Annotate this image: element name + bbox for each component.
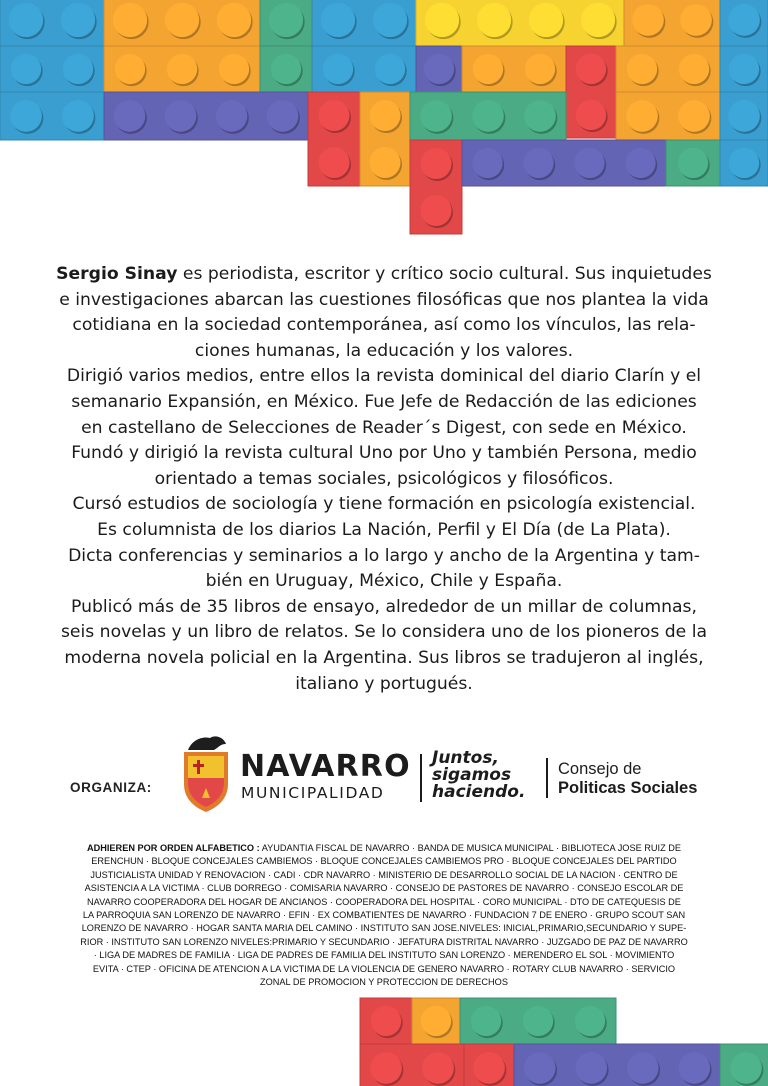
- lego-stud: [678, 100, 710, 132]
- lego-stud: [269, 3, 303, 37]
- bio-line: italiano y portugués.: [295, 673, 473, 694]
- lego-stud-shadow: [166, 5, 200, 39]
- lego-brick: [104, 0, 260, 46]
- lego-stud: [420, 195, 451, 226]
- lego-stud-shadow: [577, 56, 607, 86]
- bio-line: Dicta conferencias y seminarios a lo largo y ancho de la Argentina y tam-: [68, 545, 700, 566]
- lego-stud-shadow: [376, 56, 406, 86]
- bio-line: semanario Expansión, en México. Fue Jefe de Redacción de las ediciones: [71, 391, 697, 412]
- bio-line: Es columnista de los diarios La Nación, Perfil y El Día (de La Plata).: [97, 519, 671, 540]
- lego-stud: [424, 54, 454, 84]
- slogan: Juntos, sigamos haciendo.: [432, 748, 526, 802]
- lego-stud-shadow: [371, 102, 402, 133]
- lego-brick: [308, 92, 360, 186]
- lego-brick: [720, 140, 768, 186]
- lego-stud: [523, 148, 553, 178]
- lego-stud-shadow: [577, 1054, 609, 1086]
- lego-stud: [321, 3, 355, 37]
- lego-stud-shadow: [322, 5, 356, 39]
- bio-line: bién en Uruguay, México, Chile y España.: [205, 571, 563, 592]
- lego-stud: [473, 54, 503, 84]
- lego-brick: [616, 92, 720, 140]
- lego-stud-shadow: [576, 1008, 606, 1038]
- lego-stud-shadow: [422, 102, 454, 134]
- lego-stud-shadow: [478, 5, 512, 39]
- lego-stud-shadow: [424, 1054, 456, 1086]
- lego-stud-shadow: [627, 150, 657, 180]
- bio-line: moderna novela policial en la Argentina. Sus libros se tradujeron al inglés,: [64, 647, 704, 668]
- lego-stud-shadow: [680, 1054, 712, 1086]
- adherents-line: ASISTENCIA A LA VICTIMA · CLUB DORREGO · COMISARIA NAVARRO · CONSEJO DE PASTORES DE NAVARRO · CONSEJO ESCOLAR DE: [84, 883, 684, 894]
- lego-stud: [576, 54, 606, 84]
- lego-stud-shadow: [472, 1008, 502, 1038]
- lego-stud: [730, 1052, 762, 1084]
- lego-stud: [473, 1052, 505, 1084]
- lego-stud: [167, 54, 197, 84]
- lego-stud-shadow: [64, 102, 96, 134]
- adherents-line: LORENZO DE NAVARRO · HOGAR SANTA MARIA DEL CAMINO · INSTITUTO SAN JOSE.NIVELES: INICIAL,PRIMARIO,SECUNDARIO Y SUPE-: [81, 923, 687, 934]
- lego-brick: [416, 0, 624, 46]
- bio-line: e investigaciones abarcan las cuestiones filosóficas que nos plantea la vida: [59, 289, 709, 310]
- lego-brick: [410, 140, 462, 234]
- lego-stud-shadow: [62, 5, 96, 39]
- lego-stud: [523, 1006, 553, 1036]
- lego-brick: [360, 92, 410, 186]
- lego-stud: [525, 54, 555, 84]
- lego-stud-shadow: [682, 6, 714, 38]
- lego-brick: [260, 0, 312, 46]
- lego-stud-shadow: [422, 150, 453, 181]
- lego-stud-shadow: [474, 56, 504, 86]
- lego-stud-shadow: [324, 56, 354, 86]
- lego-stud-shadow: [115, 102, 147, 134]
- lego-stud: [477, 3, 511, 37]
- lego-stud-shadow: [217, 102, 249, 134]
- lego-stud-shadow: [680, 56, 710, 86]
- lego-stud-shadow: [168, 56, 198, 86]
- lego-brick: [312, 46, 416, 92]
- lego-stud: [10, 100, 42, 132]
- author-biography: [40, 262, 728, 697]
- divider: [420, 754, 422, 802]
- adherents-line: NAVARRO COOPERADORA DEL HOGAR DE ANCIANOS · COOPERADORA DEL HOSPITAL · CORO MUNICIPAL · DTO DE CATEQUESIS DE: [87, 896, 681, 907]
- lego-brick: [720, 46, 768, 92]
- lego-stud-shadow: [524, 1008, 554, 1038]
- lego-stud: [323, 54, 353, 84]
- lego-stud: [471, 1006, 501, 1036]
- lego-stud-shadow: [422, 1008, 452, 1038]
- lego-stud: [678, 1052, 710, 1084]
- lego-stud: [529, 3, 563, 37]
- bio-line: seis novelas y un libro de relatos. Se lo considera uno de los pioneros de la: [60, 622, 708, 643]
- lego-brick: [104, 46, 260, 92]
- lego-brick: [720, 0, 768, 46]
- lego-stud-shadow: [374, 5, 408, 39]
- lego-brick: [0, 0, 104, 46]
- lego-brick: [360, 1044, 464, 1086]
- lego-stud-shadow: [218, 5, 252, 39]
- lego-stud-shadow: [64, 56, 94, 86]
- lego-brick: [312, 0, 416, 46]
- adherents-line: EVITA · CTEP · OFICINA DE ATENCION A LA VICTIMA DE LA VIOLENCIA DE GENERO NAVARRO · ROTARY CLUB NAVARRO · SERVICIO: [92, 963, 676, 974]
- lego-stud: [216, 100, 248, 132]
- lego-stud: [62, 100, 94, 132]
- lego-stud-shadow: [628, 56, 658, 86]
- lego-stud: [369, 100, 400, 131]
- lego-stud: [729, 148, 759, 178]
- lego-brick: [666, 140, 720, 186]
- lego-stud: [371, 1006, 401, 1036]
- lego-brick: [360, 998, 412, 1044]
- lego-stud: [420, 148, 451, 179]
- lego-stud: [680, 4, 712, 36]
- lego-stud: [318, 100, 349, 131]
- lego-stud-shadow: [730, 150, 760, 180]
- bio-line-1: Sergio Sinay es periodista, escritor y crítico socio cultural. Sus inquietudes: [56, 264, 712, 284]
- lego-stud-shadow: [634, 6, 666, 38]
- bio-line: Fundó y dirigió la revista cultural Uno por Uno y también Persona, medio: [71, 443, 697, 464]
- lego-brick: [720, 92, 768, 140]
- lego-stud-shadow: [270, 5, 304, 39]
- lego-stud: [165, 100, 197, 132]
- lego-stud: [575, 1052, 607, 1084]
- lego-stud: [575, 1006, 605, 1036]
- lego-stud: [114, 100, 146, 132]
- lego-brick: [566, 46, 616, 138]
- lego-stud-shadow: [371, 149, 402, 180]
- lego-stud: [267, 100, 299, 132]
- lego-stud-shadow: [272, 56, 302, 86]
- lego-stud-shadow: [12, 56, 42, 86]
- lego-brick: [624, 0, 720, 46]
- lego-stud: [113, 3, 147, 37]
- lego-stud: [625, 148, 655, 178]
- lego-stud-shadow: [475, 1054, 507, 1086]
- lego-stud-shadow: [426, 5, 460, 39]
- lego-stud-shadow: [372, 1008, 402, 1038]
- lego-stud-shadow: [525, 1054, 557, 1086]
- lego-stud-shadow: [474, 102, 506, 134]
- lego-brick: [464, 1044, 514, 1086]
- adherents-line: ERENCHUN · BLOQUE CONCEJALES CAMBIEMOS · BLOQUE CONCEJALES CAMBIEMOS PRO · BLOQUE CONCEJALES DEL PARTIDO: [91, 856, 677, 867]
- adherents-line: JUSTICIALISTA UNIDAD Y RENOVACION · CADI · CDR NAVARRO · MINISTERIO DE DESARROLLO SOCIAL DE LA NACION · CENTRO DE: [90, 869, 678, 880]
- organizers-logo-row: [0, 730, 768, 814]
- lego-brick: [104, 92, 308, 140]
- lego-stud-shadow: [422, 197, 453, 228]
- lego-stud-shadow: [680, 102, 712, 134]
- lego-stud: [318, 147, 349, 178]
- lego-stud: [728, 100, 760, 132]
- lego-stud: [524, 100, 556, 132]
- lego-brick: [462, 46, 566, 92]
- lego-stud: [679, 54, 709, 84]
- lego-stud: [626, 100, 658, 132]
- bio-line: ciones humanas, la educación y los valores.: [194, 340, 574, 361]
- lego-brick: [514, 1044, 720, 1086]
- lego-stud: [472, 100, 504, 132]
- lego-stud: [115, 54, 145, 84]
- lego-brick: [0, 92, 104, 140]
- lego-stud: [678, 148, 708, 178]
- lego-stud: [728, 4, 760, 36]
- lego-stud-shadow: [732, 1054, 764, 1086]
- lego-stud: [375, 54, 405, 84]
- adherents-line: RIOR · INSTITUTO SAN LORENZO NIVELES:PRIMARIO Y SECUNDARIO · JEFATURA DISTRITAL NAVARRO · JUZGADO DE PAZ DE NAVARRO: [80, 936, 688, 947]
- bio-line: Cursó estudios de sociología y tiene formación en psicología existencial.: [72, 494, 696, 515]
- lego-brick: [0, 46, 104, 92]
- adherents-line: · LIGA DE MADRES DE FAMILIA · LIGA DE PADRES DE FAMILIA DEL INSTITUTO SAN LORENZO · MERENDERO EL SOL · MOVIMIENTO: [93, 950, 675, 961]
- lego-stud-shadow: [730, 102, 762, 134]
- lego-stud-shadow: [530, 5, 564, 39]
- lego-stud: [524, 1052, 556, 1084]
- lego-stud-shadow: [116, 56, 146, 86]
- adherents-line: LA PARROQUIA SAN LORENZO DE NAVARRO · EFIN · EX COMBATIENTES DE NAVARRO · FUNDACION 7 DE ENERO · GRUPO SCOUT SAN: [82, 910, 686, 921]
- bio-line: Dirigió varios medios, entre ellos la revista dominical del diario Clarín y el: [66, 366, 702, 387]
- lego-stud: [11, 54, 41, 84]
- lego-brick: [416, 46, 462, 92]
- lego-brick: [616, 46, 720, 92]
- lego-brick: [260, 46, 312, 92]
- lego-stud-shadow: [474, 150, 504, 180]
- lego-stud: [9, 3, 43, 37]
- lego-stud-shadow: [268, 102, 300, 134]
- bio-line: Publicó más de 35 libros de ensayo, alrededor de un millar de columnas,: [71, 596, 697, 617]
- lego-stud: [472, 148, 502, 178]
- lego-stud-shadow: [526, 102, 558, 134]
- lego-stud-shadow: [320, 102, 351, 133]
- lego-stud: [219, 54, 249, 84]
- lego-stud: [422, 1052, 454, 1084]
- lego-stud-shadow: [582, 5, 616, 39]
- navarro-coat-of-arms-icon: [180, 732, 232, 814]
- lego-stud: [420, 100, 452, 132]
- divider: [546, 758, 548, 798]
- lego-stud: [373, 3, 407, 37]
- lego-stud-shadow: [730, 6, 762, 38]
- lego-stud-shadow: [220, 56, 250, 86]
- lego-stud: [425, 3, 459, 37]
- lego-stud-shadow: [576, 150, 606, 180]
- lego-brick: [410, 92, 566, 140]
- lego-brick: [460, 998, 616, 1044]
- bio-line: en castellano de Selecciones de Reader´s Digest, con sede en México.: [81, 417, 687, 438]
- navarro-wordmark: NAVARRO: [240, 749, 411, 784]
- lego-stud: [63, 54, 93, 84]
- lego-stud-shadow: [114, 5, 148, 39]
- lego-stud-shadow: [577, 102, 607, 132]
- bio-line: orientado a temas sociales, psicológicos y filosóficos.: [154, 468, 614, 489]
- lego-stud-shadow: [679, 150, 709, 180]
- lego-stud-shadow: [10, 5, 44, 39]
- lego-stud: [271, 54, 301, 84]
- adherents-line: ZONAL DE PROMOCION Y PROTECCION DE DERECHOS: [260, 977, 508, 988]
- lego-brick: [720, 1044, 768, 1086]
- organiza-label: ORGANIZA:: [70, 780, 152, 795]
- lego-stud-shadow: [425, 56, 455, 86]
- lego-stud-shadow: [628, 1054, 660, 1086]
- lego-stud: [632, 4, 664, 36]
- consejo-politicas-sociales-logo: Consejo de Politicas Sociales: [558, 760, 698, 797]
- lego-stud: [61, 3, 95, 37]
- adherents-list: [76, 842, 692, 989]
- lego-stud-shadow: [372, 1054, 404, 1086]
- lego-stud: [627, 54, 657, 84]
- lego-brick: [462, 140, 666, 186]
- lego-stud-shadow: [628, 102, 660, 134]
- lego-brick: [412, 998, 460, 1044]
- lego-stud: [370, 1052, 402, 1084]
- author-name: Sergio Sinay: [56, 264, 178, 284]
- lego-stud: [421, 1006, 451, 1036]
- lego-stud: [581, 3, 615, 37]
- lego-stud-shadow: [12, 102, 44, 134]
- lego-stud: [576, 100, 606, 130]
- municipalidad-wordmark: MUNICIPALIDAD: [241, 784, 385, 802]
- lego-stud: [729, 54, 759, 84]
- lego-stud-shadow: [730, 56, 760, 86]
- lego-stud-shadow: [526, 56, 556, 86]
- lego-stud: [217, 3, 251, 37]
- lego-stud: [369, 147, 400, 178]
- bio-line: cotidiana en la sociedad contemporánea, así como los vínculos, las rela-: [72, 315, 696, 336]
- lego-stud-shadow: [166, 102, 198, 134]
- lego-stud: [574, 148, 604, 178]
- adherents-label: ADHIEREN POR ORDEN ALFABETICO :: [86, 843, 260, 853]
- lego-stud: [627, 1052, 659, 1084]
- lego-stud-shadow: [320, 149, 351, 180]
- lego-stud-shadow: [525, 150, 555, 180]
- lego-stud: [165, 3, 199, 37]
- adherents-line: ADHIEREN POR ORDEN ALFABETICO : AYUDANTIA FISCAL DE NAVARRO · BANDA DE MUSICA MUNICIPAL · BIBLIOTECA JOSE RUIZ DE: [86, 843, 682, 853]
